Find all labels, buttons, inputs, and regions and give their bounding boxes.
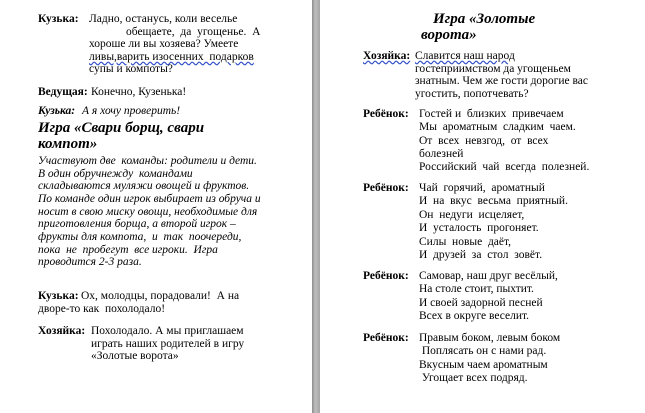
description-line: приготовления борща, а второй игрок – xyxy=(38,218,236,231)
description-line: носит в свою миску овощи, необходимые для xyxy=(38,205,258,218)
description-line: По команде один игрок выбирает из обруча и xyxy=(38,192,261,205)
replica-line: супы и компоты? xyxy=(89,63,173,76)
right-page xyxy=(320,0,645,413)
verse-line: Самовар, наш друг весёлый, xyxy=(419,270,558,282)
description-line: складываются муляжи овощей и фруктов. xyxy=(38,180,250,193)
replica-line: обещаете, да угощенье. А xyxy=(126,25,261,38)
description-line: Участвуют две команды: родители и дети. xyxy=(38,155,257,167)
kuzka-replica-3 xyxy=(38,290,308,318)
child-verse-4 xyxy=(363,332,643,386)
host-replica xyxy=(38,86,308,100)
child-verse-2 xyxy=(363,182,643,262)
speaker-label: Ребёнок: xyxy=(363,270,409,282)
speaker-label: Хозяйка: xyxy=(363,50,411,62)
replica-text: А я хочу проверить! xyxy=(82,105,181,117)
verse-line: болезней xyxy=(419,147,464,160)
replica-line: играть наших родителей в игру xyxy=(91,337,245,350)
description-line: пока не пробегут все игроки. Игра xyxy=(38,243,218,256)
speaker-label: Ведущая: xyxy=(38,86,88,98)
speaker-label: Хозяйка: xyxy=(38,325,86,337)
replica-text: Конечно, Кузенька! xyxy=(91,86,187,98)
speaker-label: Кузька: xyxy=(38,105,76,117)
verse-line: И на вкус весьма приятный. xyxy=(419,195,568,208)
verse-line: Он недуги исцеляет, xyxy=(419,208,525,221)
title-line: ворота» xyxy=(421,26,477,43)
replica-line: дворе-то как похолодало! xyxy=(38,302,166,315)
verse-line: Всех в округе веселит. xyxy=(419,310,530,323)
verse-line: И друзей за стол зовёт. xyxy=(419,249,543,261)
title-line: компот» xyxy=(38,135,98,152)
speaker-label: Ребёнок: xyxy=(363,332,409,344)
replica-line: Ох, молодцы, порадовали! А на xyxy=(81,290,240,302)
verse-line: Чай горячий, ароматный xyxy=(419,182,545,194)
description-line: фрукты для компота, и так поочереди, xyxy=(38,230,242,243)
verse-line: На столе стоит, пыхтит. xyxy=(419,283,534,296)
kuzka-replica-1 xyxy=(38,13,308,79)
game-title-golden-gates xyxy=(421,11,536,43)
child-verse-3 xyxy=(363,270,643,324)
verse-line: Поплясать он с нами рад. xyxy=(419,345,547,358)
game-title-borsch xyxy=(38,121,204,152)
title-line: Игра «Золотые xyxy=(433,11,536,27)
speaker-label: Ребёнок: xyxy=(363,108,409,120)
replica-line: угостить, попотчевать? xyxy=(415,87,529,100)
replica-line: знатным. Чем же гости дорогие вас xyxy=(415,75,589,88)
verse-line: И усталость прогоняет. xyxy=(419,222,539,235)
speaker-label: Кузька: xyxy=(38,13,79,25)
verse-line: Вкусным чаем ароматным xyxy=(419,358,548,371)
verse-line: Гостей и близких привечаем xyxy=(419,108,564,120)
verse-line: Российский чай всегда полезней. xyxy=(419,161,590,174)
replica-line: хороше ли вы хозяева? Умеете xyxy=(89,38,239,51)
title-line: Игра «Свари борщ, свари xyxy=(38,120,205,136)
child-verse-1 xyxy=(363,108,643,174)
hostess-greeting xyxy=(363,50,643,102)
verse-line: Силы новые даёт, xyxy=(419,235,512,248)
replica-line: «Золотые ворота» xyxy=(91,350,179,363)
replica-line: гостеприимством да угощеньем xyxy=(415,62,571,75)
replica-line: Ладно, останусь, коли веселье xyxy=(89,13,238,25)
verse-line: От всех невзгод, от всех xyxy=(419,134,549,147)
speaker-label: Кузька: xyxy=(38,290,79,302)
description-line: В один обручнежду командами xyxy=(38,167,193,180)
replica-line: ливы,варить изосенних подарков xyxy=(89,50,254,63)
hostess-replica xyxy=(38,325,308,365)
verse-line: Мы ароматным сладким чаем. xyxy=(419,121,576,134)
speaker-label: Ребёнок: xyxy=(363,182,409,194)
left-page xyxy=(0,0,312,413)
verse-line: Угощает всех подряд. xyxy=(419,372,528,385)
replica-line: Похолодало. А мы приглашаем xyxy=(91,325,244,337)
verse-line: И своей задорной песней xyxy=(419,296,543,309)
verse-line: Правым боком, левым боком xyxy=(419,332,561,344)
description-line: проводится 2-3 раза. xyxy=(38,256,142,269)
game-description xyxy=(38,155,261,269)
kuzka-replica-2 xyxy=(38,105,308,119)
page-separator xyxy=(312,0,320,413)
replica-line: Славится наш народ xyxy=(415,50,515,62)
